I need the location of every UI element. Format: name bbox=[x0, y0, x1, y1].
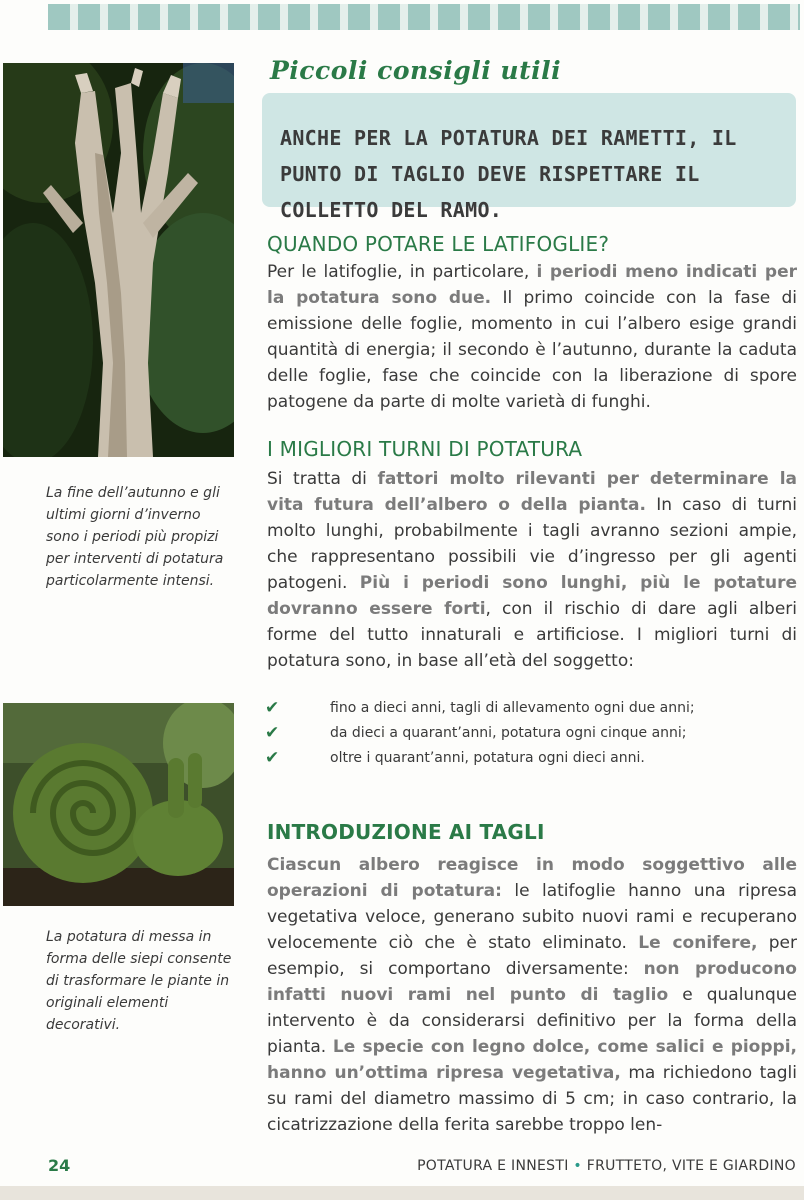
checkmark-icon: ✔ bbox=[265, 748, 280, 768]
tip-title: Piccoli consigli utili bbox=[270, 56, 562, 85]
checkmark-icon: ✔ bbox=[265, 723, 280, 743]
decorative-stripe-header bbox=[48, 4, 800, 30]
list-item: ✔ oltre i quarant’anni, potatura ogni dieci anni. bbox=[262, 746, 802, 771]
heading-introduzione-tagli: INTRODUZIONE AI TAGLI bbox=[267, 820, 545, 844]
bullet-list-turni bbox=[262, 696, 802, 771]
tip-text: ANCHE PER LA POTATURA DEI RAMETTI, IL PUNTO DI TAGLIO DEVE RISPETTARE IL COLLETTO DEL RAMO. bbox=[280, 126, 737, 222]
list-item: ✔ fino a dieci anni, tagli di allevamento ogni due anni; bbox=[262, 696, 802, 721]
running-footer: POTATURA E INNESTI • FRUTTETO, VITE E GIARDINO bbox=[417, 1158, 796, 1174]
paragraph-quando-potare: Per le latifoglie, in particolare, i periodi meno indicati per la potatura sono due. Il primo coincide con la fase di emissione delle foglie, momento in cui l’albero esige grandi quantità di energia; il secondo è l’autunno, durante la caduta delle foglie, fase che coincide con la liberazione di spore patogene da parte di molte varietà di funghi. bbox=[267, 262, 797, 412]
caption-snail: La potatura di messa in forma delle siepi consente di trasformare le piante in originali elementi decorativi. bbox=[46, 929, 232, 1033]
checkmark-icon: ✔ bbox=[265, 698, 280, 718]
caption-tree: La fine dell’autunno e gli ultimi giorni d’inverno sono i periodi più propizi per interventi di potatura particolarmente intensi. bbox=[46, 485, 224, 589]
paragraph-introduzione-tagli: Ciascun albero reagisce in modo soggettivo alle operazioni di potatura: le latifoglie hanno una ripresa vegetativa veloce, generano subito nuovi rami e recuperano velocemente ciò che è stato eliminato. Le conifere, per esempio, si comportano diversamente: non producono infatti nuovi rami nel punto di taglio e qualunque intervento è da considerarsi definitivo per la forma della pianta. Le specie con legno dolce, come salici e pioppi, hanno un’ottima ripresa vegetativa, ma richiedono tagli su rami del diametro massimo di 5 cm; in caso contrario, la cicatrizzazione della ferita sarebbe troppo len- bbox=[267, 855, 797, 1135]
paragraph-migliori-turni: Si tratta di fattori molto rilevanti per determinare la vita futura dell’albero o della pianta. In caso di turni molto lunghi, probabilmente i tagli avranno sezioni ampie, che rappresentano possibili vie d’ingresso per gli agenti patogeni. Più i periodi sono lunghi, più le potature dovranno essere forti, con il rischio di dare agli alberi forme del tutto innaturali e artificiose. I migliori turni di potatura sono, in base all’età del soggetto: bbox=[267, 469, 797, 671]
heading-quando-potare: QUANDO POTARE LE LATIFOGLIE? bbox=[267, 232, 610, 256]
heading-migliori-turni: I MIGLIORI TURNI DI POTATURA bbox=[267, 437, 583, 461]
page-number: 24 bbox=[48, 1156, 71, 1175]
list-item: ✔ da dieci a quarant’anni, potatura ogni cinque anni; bbox=[262, 721, 802, 746]
photo-pollarded-tree bbox=[3, 63, 234, 457]
photo-snail-topiary bbox=[3, 703, 234, 906]
page-edge bbox=[0, 1186, 804, 1200]
